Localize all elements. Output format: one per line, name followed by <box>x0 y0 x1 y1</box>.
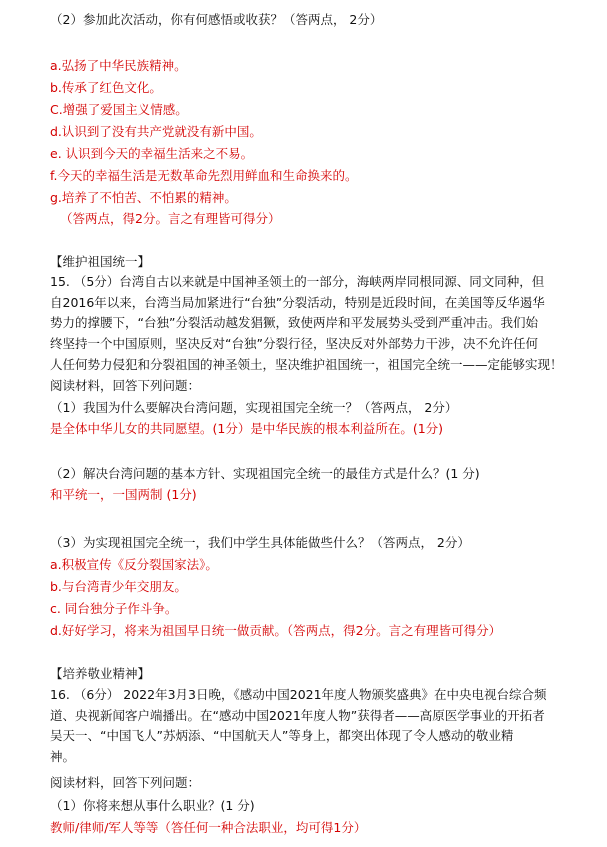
question-15-1: （1）我国为什么要解决台湾问题，实现祖国完全统一？（答两点， 2分） <box>50 400 458 415</box>
question-16-line: 神。 <box>50 749 76 765</box>
question-15-line: 15. （5分）台湾自古以来就是中国神圣领土的一部分，海峡两岸同根同源、同文同种，但 <box>50 274 545 289</box>
question-16-stem <box>50 685 594 768</box>
scoring-note: （答两点，得2分。言之有理皆可得分） <box>60 211 281 226</box>
question-15-line: 自2016年以来，台湾当局加紧进行“台独”分裂活动，特别是近段时间，在美国等反华遏华 <box>50 294 545 310</box>
question-16-1: （1）你将来想从事什么职业？(1 分) <box>50 798 255 813</box>
answer-15-1: 是全体中华儿女的共同愿望。(1分）是中华民族的根本利益所在。(1分) <box>50 421 444 436</box>
answer-16-1: 教师/律师/军人等等（答任何一种合法职业，均可得1分） <box>50 820 367 835</box>
question-q2-feelings: （2）参加此次活动，你有何感悟或收获？（答两点， 2分） <box>50 12 383 27</box>
question-15-line: 人任何势力侵犯和分裂祖国的神圣领土，坚决维护祖国统一，祖国完全统一——定能够实现！ <box>50 356 563 372</box>
answer-item-e: e. 认识到今天的幸福生活来之不易。 <box>50 146 254 161</box>
answer-item-d: d.认识到了没有共产党就没有新中国。 <box>50 124 262 139</box>
question-16-line: 道、央视新闻客户端播出。在“感动中国2021年度人物”获得者——高原医学事业的开拓者 <box>50 707 545 723</box>
question-15-line: 势力的撑腰下，“台独”分裂活动越发猖獗，致使两岸和平发展势头受到严重冲击。我们始 <box>50 315 538 331</box>
section-header-dedication: 【培养敬业精神】 <box>50 666 151 681</box>
answer-15-3-a: a.积极宣传《反分裂国家法》。 <box>50 557 218 572</box>
answer-item-a: a.弘扬了中华民族精神。 <box>50 58 187 73</box>
answer-item-b: b.传承了红色文化。 <box>50 80 162 95</box>
answer-15-3-c: c. 同台独分子作斗争。 <box>50 601 178 616</box>
answer-15-3-b: b.与台湾青少年交朋友。 <box>50 579 187 594</box>
section-header-reunification: 【维护祖国统一】 <box>50 254 151 269</box>
answer-15-2: 和平统一，一国两制 (1分) <box>50 487 197 502</box>
answer-item-g: g.培养了不怕苦、不怕累的精神。 <box>50 190 237 205</box>
answer-15-3-d: d.好好学习，将来为祖国早日统一做贡献。（答两点，得2分。言之有理皆可得分） <box>50 623 502 638</box>
answer-item-f: f.今天的幸福生活是无数革命先烈用鲜血和生命换来的。 <box>50 168 358 183</box>
answer-item-c: C.增强了爱国主义情感。 <box>50 102 188 117</box>
question-15-2: （2）解决台湾问题的基本方针、实现祖国完全统一的最佳方式是什么？(1 分) <box>50 466 480 481</box>
question-16-line: 吴天一、“中国飞人”苏炳添、“中国航天人”等身上，都突出体现了令人感动的敬业精 <box>50 728 514 744</box>
question-15-stem <box>50 272 594 376</box>
question-16-line: 16. （6分） 2022年3月3日晚，《感动中国2021年度人物颁奖盛典》在中央电视台综合频 <box>50 687 547 702</box>
question-15-3: （3）为实现祖国完全统一，我们中学生具体能做些什么？（答两点， 2分） <box>50 535 470 550</box>
reading-instruction-2: 阅读材料，回答下列问题： <box>50 775 201 790</box>
question-15-line: 终坚持一个中国原则，坚决反对“台独”分裂行径，坚决反对外部势力干涉，决不允许任何 <box>50 336 538 352</box>
reading-instruction: 阅读材料，回答下列问题： <box>50 378 201 393</box>
